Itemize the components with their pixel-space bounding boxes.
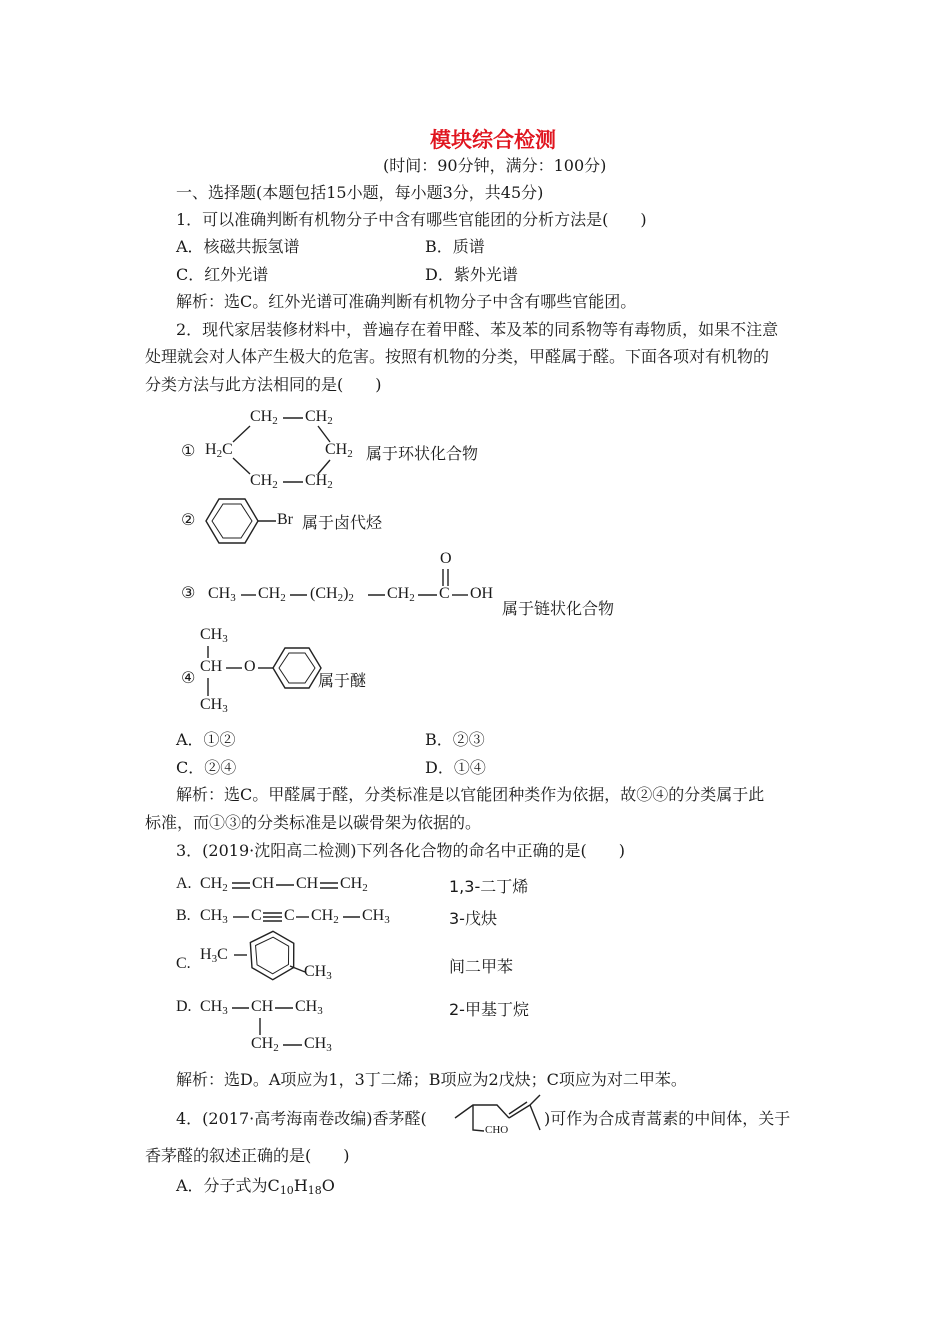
atom-br: Br — [277, 511, 293, 528]
atom-ch3: $CH_3$ — [304, 1035, 332, 1054]
atom-ch3: $CH_3$ — [295, 998, 323, 1017]
q2-item4-label: 属于醚 — [318, 671, 367, 690]
atom-c: C — [251, 907, 262, 924]
q3-option-a-name: 1,3-二丁烯 — [449, 877, 529, 896]
q2-stem-line2: 处理就会对人体产生极大的危害。按照有机物的分类，甲醛属于醛。下面各项对有机物的 — [145, 347, 770, 366]
atom-ch2: $CH_2$ — [250, 472, 278, 491]
q3-option-d-name: 2-甲基丁烷 — [449, 1000, 529, 1019]
atom-oh: OH — [470, 585, 494, 602]
section-heading: 一、选择题(本题包括15小题，每小题3分，共45分) — [176, 183, 544, 202]
atom-ch2: $CH_2$ — [305, 408, 333, 427]
q2-item2-number: ② — [181, 510, 196, 529]
q2-analysis-line1: 解析：选C。甲醛属于醛，分类标准是以官能团种类作为依据，故②④的分类属于此 — [176, 785, 765, 804]
q2-analysis-line2: 标准，而①③的分类标准是以碳骨架为依据的。 — [145, 813, 482, 832]
q2-item3-number: ③ — [181, 583, 196, 602]
subtitle: (时间：90分钟，满分：100分) — [383, 156, 607, 175]
atom-ch3: $CH_3$ — [200, 696, 228, 715]
q2-item2-label: 属于卤代烃 — [302, 513, 383, 532]
q1-option-b: B．质谱 — [425, 237, 485, 256]
q4-option-a: A．分子式为$C_{10}H_{18}O$ — [176, 1176, 335, 1197]
atom-ch2: $CH_2$ — [311, 907, 339, 926]
group-ch2-n: $(CH_2)_2$ — [310, 585, 354, 604]
q3-option-a-letter: A. — [176, 875, 192, 892]
atom-c: C — [439, 585, 450, 602]
q2-option-b: B．②③ — [425, 730, 485, 749]
atom-h3c: $H_3C$ — [200, 946, 228, 965]
atom-ch2: $CH_2$ — [325, 441, 353, 460]
q2-item4-number: ④ — [181, 668, 196, 687]
q2-stem-line1: 2．现代家居装修材料中，普遍存在着甲醛、苯及苯的同系物等有毒物质，如果不注意 — [176, 320, 779, 339]
q4-stem-line1a: 4．(2017·高考海南卷改编)香茅醛( — [176, 1109, 427, 1128]
atom-ch2: $CH_2$ — [250, 408, 278, 427]
atom-o: O — [440, 550, 452, 567]
atom-c: C — [284, 907, 295, 924]
q3-option-b-name: 3-戊炔 — [449, 909, 497, 928]
atom-ch2: $CH_2$ — [340, 875, 368, 894]
q3-stem: 3．(2019·沈阳高二检测)下列各化合物的命名中正确的是( ) — [176, 841, 625, 860]
q2-option-d: D．①④ — [425, 758, 486, 777]
atom-h2c: $H_2C$ — [205, 441, 233, 460]
q2-stem-line3: 分类方法与此方法相同的是( ) — [145, 375, 382, 394]
atom-o: O — [244, 658, 256, 675]
q1-option-d: D．紫外光谱 — [425, 265, 518, 284]
atom-ch2: $CH_2$ — [258, 585, 286, 604]
atom-cho: CHO — [485, 1124, 509, 1136]
q1-option-c: C．红外光谱 — [176, 265, 269, 284]
q2-item1-number: ① — [181, 441, 196, 460]
q3-analysis: 解析：选D。A项应为1，3丁二烯；B项应为2戊炔；C项应为对二甲苯。 — [176, 1070, 687, 1089]
atom-ch2: $CH_2$ — [387, 585, 415, 604]
page-title: 模块综合检测 — [430, 128, 556, 152]
q2-option-a: A．①② — [176, 730, 236, 749]
q3-option-b-letter: B. — [176, 907, 191, 924]
atom-ch2: $CH_2$ — [251, 1035, 279, 1054]
atom-ch: CH — [251, 998, 274, 1015]
atom-ch3: $CH_3$ — [208, 585, 236, 604]
atom-ch2: $CH_2$ — [305, 472, 333, 491]
q4-stem-line1b: )可作为合成青蒿素的中间体，关于 — [544, 1109, 791, 1128]
atom-ch: CH — [296, 875, 319, 892]
atom-ch: CH — [200, 658, 223, 675]
q1-analysis: 解析：选C。红外光谱可准确判断有机物分子中含有哪些官能团。 — [176, 292, 637, 311]
q2-item3-label: 属于链状化合物 — [502, 599, 615, 618]
q3-option-d-letter: D. — [176, 998, 192, 1015]
q4-stem-line2: 香茅醛的叙述正确的是( ) — [145, 1146, 350, 1165]
atom-ch3: $CH_3$ — [362, 907, 390, 926]
atom-ch: CH — [252, 875, 275, 892]
q1-option-a: A．核磁共振氢谱 — [176, 237, 300, 256]
q1-stem: 1．可以准确判断有机物分子中含有哪些官能团的分析方法是( ) — [176, 210, 647, 229]
atom-ch3: $CH_3$ — [200, 907, 228, 926]
atom-ch3: $CH_3$ — [200, 626, 228, 645]
q2-item1-label: 属于环状化合物 — [366, 444, 479, 463]
q3-option-c-name: 间二甲苯 — [449, 957, 514, 976]
atom-ch3: $CH_3$ — [304, 963, 332, 982]
q2-option-c: C．②④ — [176, 758, 237, 777]
atom-ch3: $CH_3$ — [200, 998, 228, 1017]
q3-option-c-letter: C. — [176, 955, 191, 972]
atom-ch2: $CH_2$ — [200, 875, 228, 894]
